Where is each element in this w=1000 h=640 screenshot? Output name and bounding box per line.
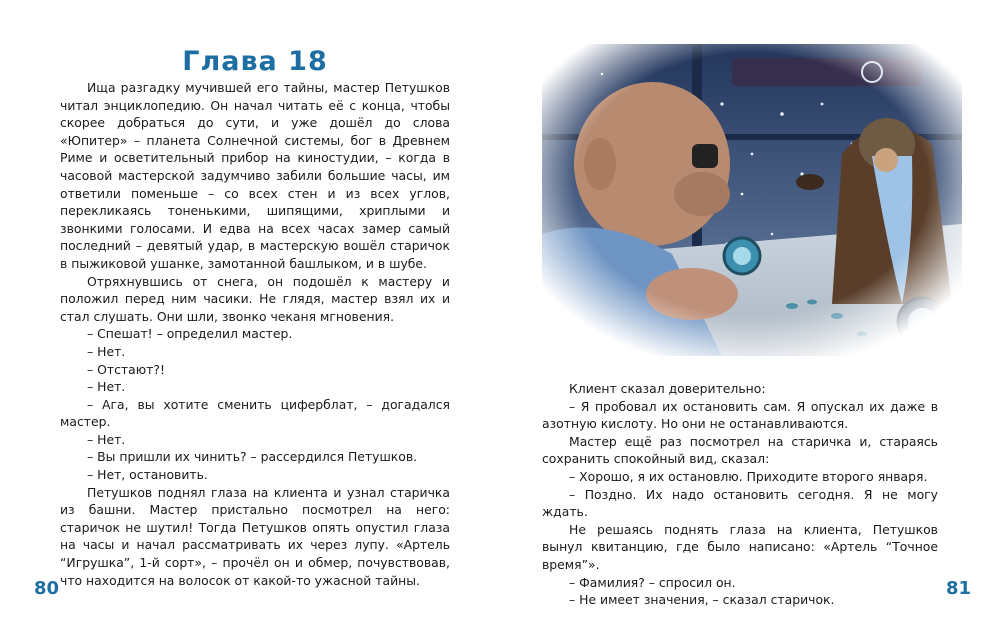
clockmaker-illustration: [542, 44, 962, 356]
dialogue-line: – Хорошо, я их остановлю. Приходите второго января.: [569, 468, 928, 484]
dialogue-line: – Ага, вы хотите сменить циферблат, – догадался мастер.: [60, 396, 450, 430]
dialogue-line: – Я пробовал их остановить сам. Я опускал их даже в азотную кислоту. Но они не останавливаются.: [542, 398, 938, 432]
dialogue-line: – Нет.: [87, 343, 126, 359]
paragraph: Отряхнувшись от снега, он подошёл к мастеру и положил перед ним часики. Не глядя, мастер взял их и стал слушать. Они шли, звонко чеканя мгновения.: [60, 273, 450, 324]
dialogue-line: – Нет, остановить.: [87, 467, 208, 483]
dialogue-line: – Не имеет значения, – сказал старичок.: [569, 592, 835, 608]
dialogue-line: – Спешат! – определил мастер.: [87, 326, 293, 342]
left-page-text: [60, 79, 450, 589]
dialogue-line: – Поздно. Их надо остановить сегодня. Я не могу ждать.: [542, 486, 938, 520]
right-page-text: [542, 380, 938, 609]
chapter-title: Глава 18: [182, 46, 328, 77]
dialogue-line: – Нет.: [87, 431, 126, 447]
page-number-right: 81: [946, 578, 972, 599]
paragraph: Петушков поднял глаза на клиента и узнал старичка из башни. Мастер пристально посмотрел на него: старичок не шутил! Тогда Петушков опять опустил глаза на часы и начал рассматривать их через лупу. «Артель “Игрушка”, 1-й сорт», – прочёл он и обмер, почувствовав, что находится на волосок от какой-то ужасной тайны.: [60, 484, 450, 588]
dialogue-line: – Отстают?!: [87, 361, 165, 377]
page-number-left: 80: [34, 578, 60, 599]
illustration-svg: [542, 44, 962, 356]
paragraph: Ища разгадку мучившей его тайны, мастер Петушков читал энциклопедию. Он начал читать её с конца, чтобы скорее добраться до сути, и уже дошёл до слова «Юпитер» – планета Солнечной системы, бог в Древнем Риме и осветительный прибор на киностудии, – когда в часовой мастерской задумчиво забили большие часы, им ответили поменьше – со всех стен и из всех углов, перекликаясь тоненькими, шипящими, хриплыми и звонкими голосами. И едва на всех часах замер самый последний – девятый удар, в мастерскую вошёл старичок в пыжиковой ушанке, замотанной башлыком, и в шубе.: [60, 80, 450, 271]
paragraph: Клиент сказал доверительно:: [569, 381, 766, 396]
vignette-overlay: [542, 44, 962, 356]
dialogue-line: – Вы пришли их чинить? – рассердился Петушков.: [87, 449, 418, 465]
paragraph: Мастер ещё раз посмотрел на старичка и, стараясь сохранить спокойный вид, сказал:: [542, 433, 938, 467]
paragraph: Не решаясь поднять глаза на клиента, Петушков вынул квитанцию, где было написано: «Артель “Точное время”».: [542, 521, 938, 572]
dialogue-line: – Нет.: [87, 379, 126, 395]
dialogue-line: – Фамилия? – спросил он.: [569, 574, 736, 590]
